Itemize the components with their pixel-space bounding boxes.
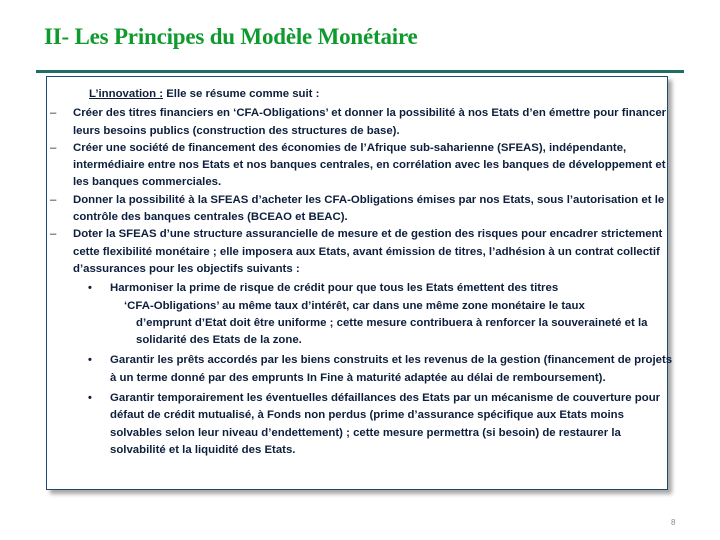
slide-title: II- Les Principes du Modèle Monétaire: [44, 24, 418, 49]
title-divider: [36, 70, 684, 73]
bullet-item: [88, 280, 673, 349]
intro-text: Elle se résume comme suit :: [163, 88, 320, 100]
dash-marker: –: [50, 193, 57, 206]
bullet-item: [88, 390, 673, 459]
dash-marker: –: [50, 141, 57, 154]
content-body: [50, 86, 673, 462]
dash-item-text: Donner la possibilité à la SFEAS d’acheter les CFA-Obligations émises par nos Etats, sous l’autorisation et le contrôle des banques centrales (BCEAO et BEAC).: [73, 193, 665, 224]
dash-item: [50, 105, 673, 140]
intro-label: L’innovation :: [89, 88, 164, 100]
bullet-list: [73, 280, 673, 459]
dash-item-text: Doter la SFEAS d’une structure assurancielle de mesure et de gestion des risques pour encadrer strictement cette flexibilité monétaire ; elle imposera aux Etats, avant émission de titres, l’adhésion à un contrat collectif d’assurances pour les objectifs suivants :: [73, 228, 663, 275]
bullet-item: [88, 352, 673, 387]
dash-item-text: Créer une société de financement des économies de l’Afrique sub-saharienne (SFEAS), indépendante, intermédiaire entre nos Etats et nos banques centrales, en corrélation avec les banques de développement et les banques commerciales.: [73, 141, 666, 189]
bullet-text: Garantir temporairement les éventuelles défaillances des Etats par un mécanisme de couverture pour défaut de crédit mutualisé, à Fonds non perdus (prime d’assurance spécifique aux Etats moins solvables selon leur niveau d’endettement) ; cette mesure permettra (si besoin) de restaurer la solvabilité et la liquidité des Etats.: [110, 392, 661, 456]
intro-line: [89, 86, 673, 103]
dash-marker: –: [50, 228, 57, 241]
bullet-subtext-first: ‘CFA-Obligations’ au même taux d’intérêt, car dans une même zone monétaire le taux: [124, 299, 585, 312]
bullet-subtext: [124, 298, 673, 350]
dash-item: [50, 192, 673, 227]
bullet-text: Garantir les prêts accordés par les biens construits et les revenus de la gestion (financement de projets à un terme donné par des emprunts In Fine à maturité adaptée au délai de remboursement).: [110, 354, 673, 384]
bullet-marker: •: [88, 392, 92, 405]
dash-marker: –: [50, 107, 57, 120]
bullet-text: Harmoniser la prime de risque de crédit pour que tous les Etats émettent des titres: [110, 282, 559, 295]
bullet-marker: •: [88, 354, 92, 367]
dash-item: [50, 226, 673, 278]
bullet-marker: •: [88, 282, 92, 295]
dash-item-text: Créer des titres financiers en ‘CFA-Obligations’ et donner la possibilité à nos Etats d’en émettre pour financer leurs besoins publics (construction des structures de base).: [73, 107, 667, 137]
dash-item: [50, 140, 673, 192]
page-number: 8: [671, 518, 676, 527]
bullet-subtext-rest: d’emprunt d’Etat doit être uniforme ; cette mesure contribuera à renforcer la souveraineté et la solidarité des Etats de la zone.: [136, 316, 648, 347]
